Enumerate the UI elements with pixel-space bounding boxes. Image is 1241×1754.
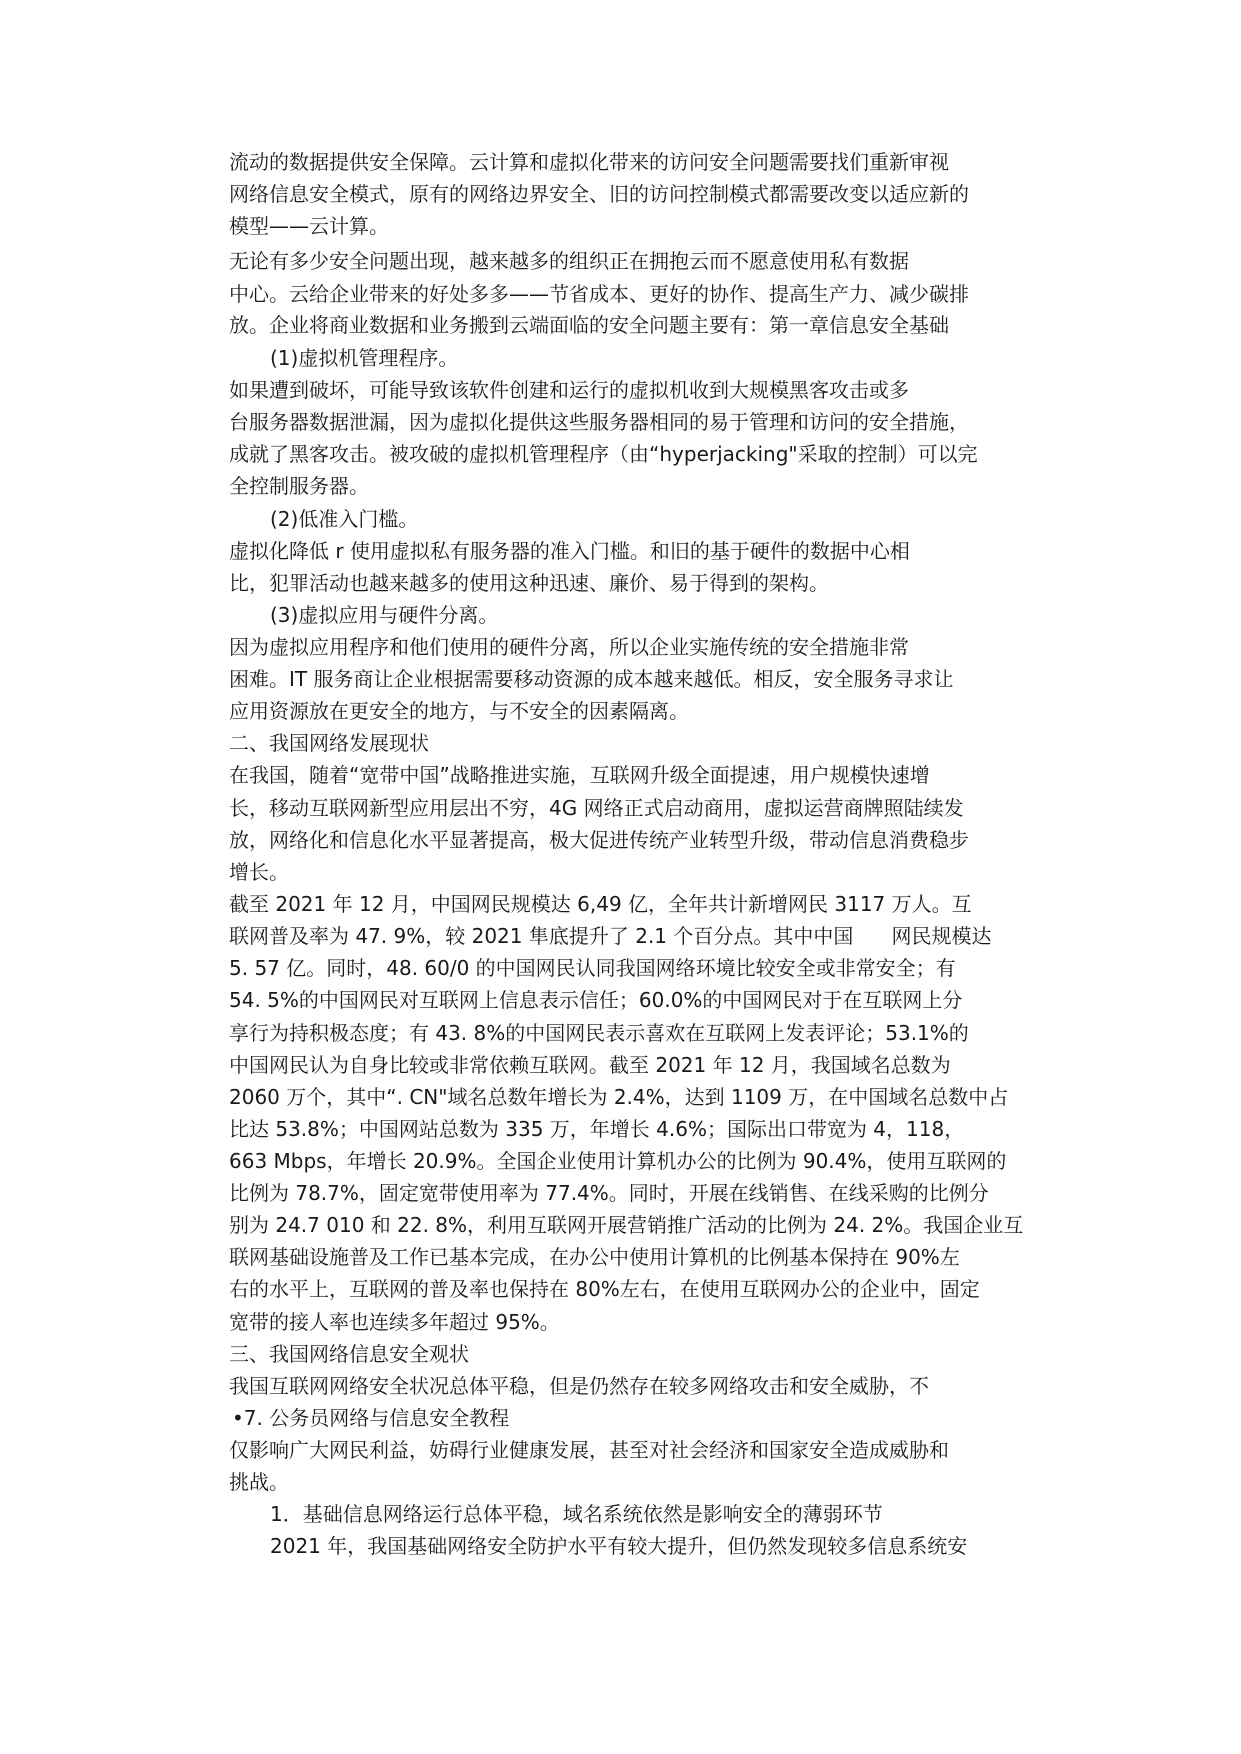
list-heading: (1)虚拟机管理程序。 — [270, 346, 459, 370]
text-line: 联网普及率为 47. 9%，较 2021 隼底提升了 2.1 个百分点。其中中国 网民规模达 — [229, 924, 992, 948]
text-line: 我国互联网网络安全状况总体平稳，但是仍然存在较多网络攻击和安全威胁，不 — [229, 1374, 929, 1398]
text-line: 仅影响广大网民利益，妨碍行业健康发展，甚至对社会经济和国家安全造成威胁和 — [229, 1438, 949, 1462]
text-line: 长，移动互联网新型应用层出不穷，4G 网络正式启动商用，虚拟运营商牌照陆续发 — [229, 796, 964, 820]
text-line: 模型——云计算。 — [229, 214, 389, 238]
text-line: 2021 年，我国基础网络安全防护水平有较大提升，但仍然发现较多信息系统安 — [270, 1534, 968, 1558]
text-line: 中国网民认为自身比较或非常依赖互联网。截至 2021 年 12 月，我国域名总数为 — [229, 1053, 951, 1077]
text-line: 享行为持积极态度；有 43. 8%的中国网民表示喜欢在互联网上发表评论；53.1%的 — [229, 1021, 969, 1045]
section-heading: 三、我国网络信息安全观状 — [229, 1342, 469, 1366]
text-line: 663 Mbps，年增长 20.9%。全国企业使用计算机办公的比例为 90.4%，使用互联网的 — [229, 1149, 1007, 1173]
section-heading: 二、我国网络发展现状 — [229, 731, 429, 755]
text-line: 流动的数据提供安全保障。云计算和虚拟化带来的访问安全问题需要找们重新审视 — [229, 150, 949, 174]
text-line: 联网基础设施普及工作已基本完成，在办公中使用计算机的比例基本保持在 90%左 — [229, 1245, 960, 1269]
subsection-heading: 1．基础信息网络运行总体平稳，域名系统依然是影响安全的薄弱环节 — [270, 1502, 883, 1526]
text-line: 全控制服务器。 — [229, 474, 369, 498]
text-line: 应用资源放在更安全的地方，与不安全的因素隔离。 — [229, 699, 689, 723]
text-line: 无论有多少安全问题出现，越来越多的组织正在拥抱云而不愿意使用私有数据 — [229, 249, 909, 273]
text-line: 中心。云给企业带来的好处多多——节省成本、更好的协作、提高生产力、减少碳排 — [229, 282, 969, 306]
text-line: 放。企业将商业数据和业务搬到云端面临的安全问题主要有：第一章信息安全基础 — [229, 313, 949, 337]
text-line: 比，犯罪活动也越来越多的使用这种迅速、廉价、易于得到的架构。 — [229, 571, 829, 595]
text-line: 台服务器数据泄漏，因为虚拟化提供这些服务器相同的易于管理和访问的安全措施， — [229, 410, 969, 434]
list-heading: (2)低准入门槛。 — [270, 507, 419, 531]
page-header-line: •7. 公务员网络与信息安全教程 — [232, 1406, 510, 1430]
text-line: 在我国，随着“宽带中国”战略推进实施，互联网升级全面提速，用户规模快速增 — [229, 763, 930, 787]
text-line: 5. 57 亿。同时，48. 60/0 的中国网民认同我国网络环境比较安全或非常安全；有 — [229, 956, 956, 980]
text-line: 因为虚拟应用程序和他们使用的硬件分离，所以企业实施传统的安全措施非常 — [229, 635, 909, 659]
text-line: 如果遭到破坏，可能导致该软件创建和运行的虚拟机收到大规模黑客攻击或多 — [229, 378, 909, 402]
text-line: 成就了黑客攻击。被攻破的虚拟机管理程序（由“hyperjacking"采取的控制）可以完 — [229, 442, 978, 466]
text-line: 右的水平上，互联网的普及率也保持在 80%左右，在使用互联网办公的企业中，固定 — [229, 1277, 980, 1301]
text-line: 2060 万个，其中“. CN"域名总数年增长为 2.4%，达到 1109 万，在中国域名总数中占 — [229, 1085, 1009, 1109]
text-line: 宽带的接人率也连续多年超过 95%。 — [229, 1310, 560, 1334]
text-line: 虚拟化降低 r 使用虚拟私有服务器的准入门槛。和旧的基于硬件的数据中心相 — [229, 539, 910, 563]
text-line: 困难。IT 服务商让企业根据需要移动资源的成本越来越低。相反，安全服务寻求让 — [229, 667, 954, 691]
text-line: 增长。 — [229, 860, 289, 884]
text-line: 比达 53.8%；中国网站总数为 335 万，年增长 4.6%；国际出口带宽为 4，118， — [229, 1117, 965, 1141]
text-line: 54. 5%的中国网民对互联网上信息表示信任；60.0%的中国网民对于在互联网上分 — [229, 988, 963, 1012]
text-line: 比例为 78.7%，固定宽带使用率为 77.4%。同时，开展在线销售、在线采购的比例分 — [229, 1181, 989, 1205]
text-line: 截至 2021 年 12 月，中国网民规模达 6,49 亿，全年共计新增网民 3117 万人。互 — [229, 892, 972, 916]
text-line: 别为 24.7 010 和 22. 8%，利用互联网开展营销推广活动的比例为 24. 2%。我国企业互 — [229, 1213, 1024, 1237]
text-line: 放，网络化和信息化水平显著提高，极大促进传统产业转型升级，带动信息消费稳步 — [229, 828, 969, 852]
list-heading: (3)虚拟应用与硬件分离。 — [270, 603, 499, 627]
text-line: 网络信息安全模式，原有的网络边界安全、旧的访问控制模式都需要改变以适应新的 — [229, 182, 969, 206]
text-line: 挑战。 — [229, 1470, 289, 1494]
